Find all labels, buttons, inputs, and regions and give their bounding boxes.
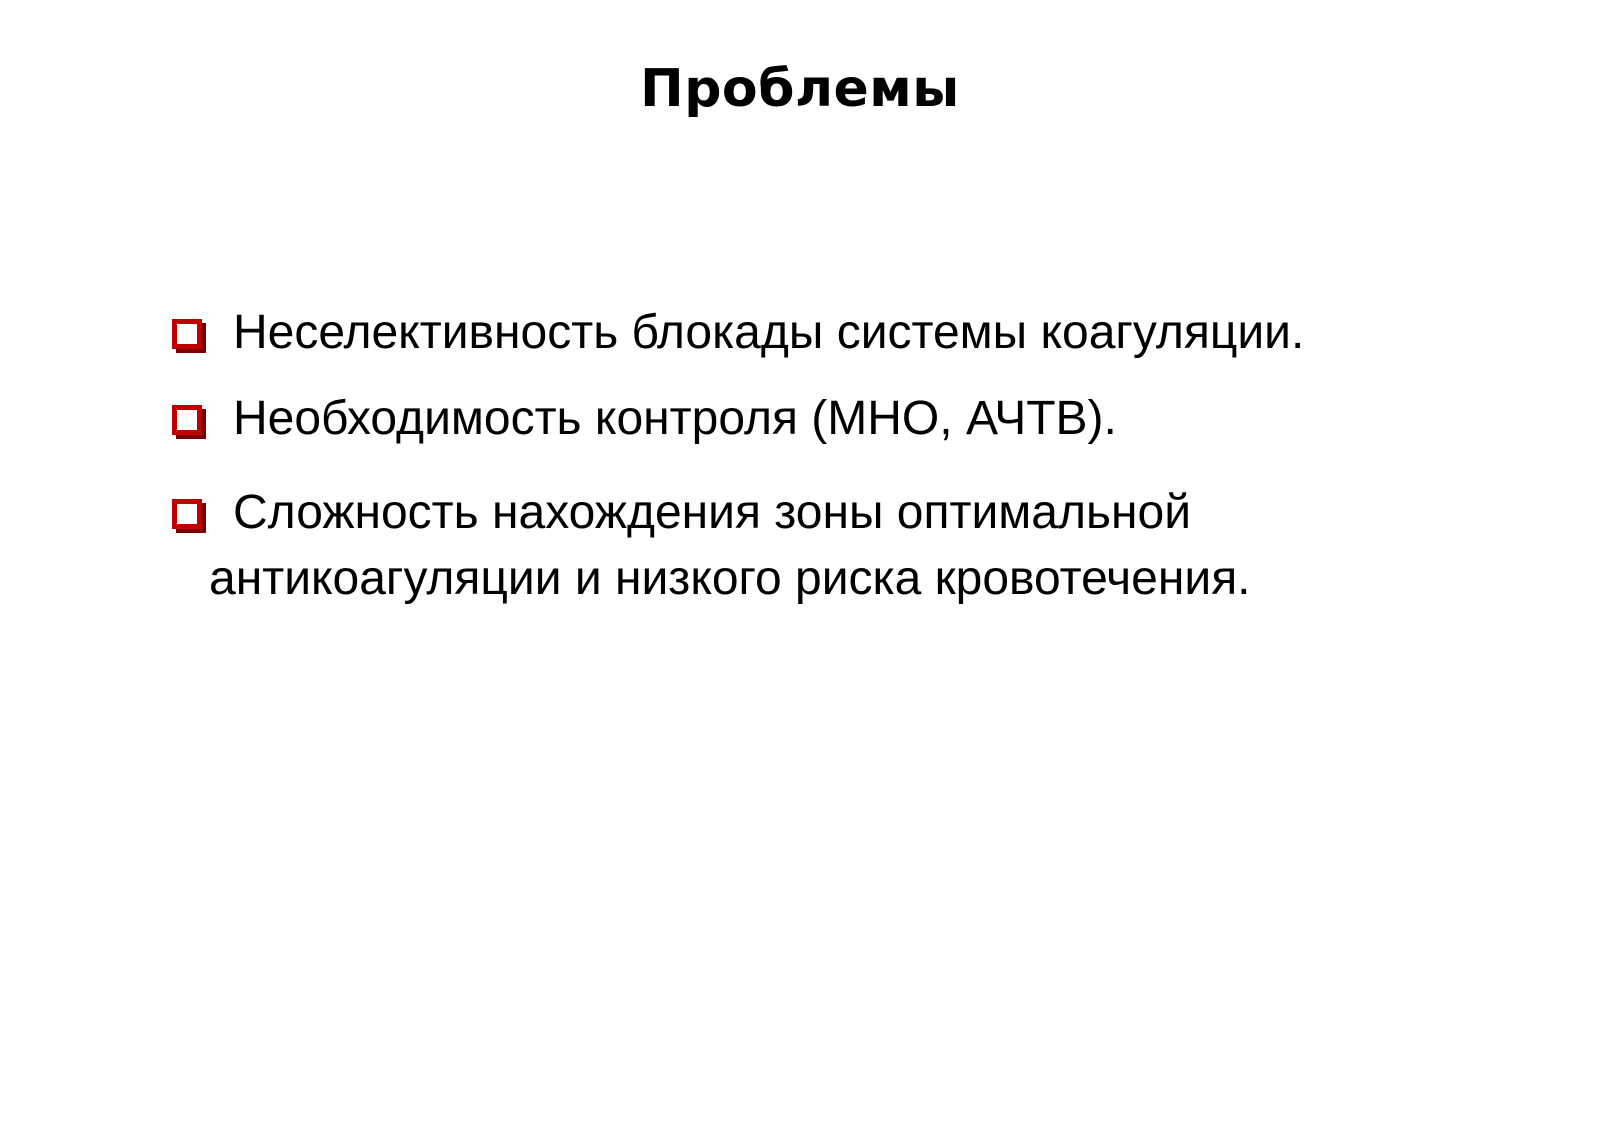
checkbox-square-icon: [170, 317, 210, 357]
bullet-text-line-2: антикоагуляции и низкого риска кровотечения.: [209, 552, 1251, 605]
bullet-item: [170, 480, 1570, 612]
bullet-text-line-1: Сложность нахождения зоны оптимальной: [233, 486, 1192, 539]
bullet-list: [170, 300, 1570, 612]
checkbox-square-icon: [170, 497, 210, 537]
bullet-text: Неселективность блокады системы коагуляции.: [233, 306, 1305, 359]
slide-title: Проблемы: [640, 59, 960, 119]
bullet-text: Необходимость контроля (МНО, АЧТВ).: [233, 392, 1117, 445]
checkbox-square-icon: [170, 403, 210, 443]
bullet-item: [170, 386, 1570, 452]
bullet-item: [170, 300, 1570, 366]
